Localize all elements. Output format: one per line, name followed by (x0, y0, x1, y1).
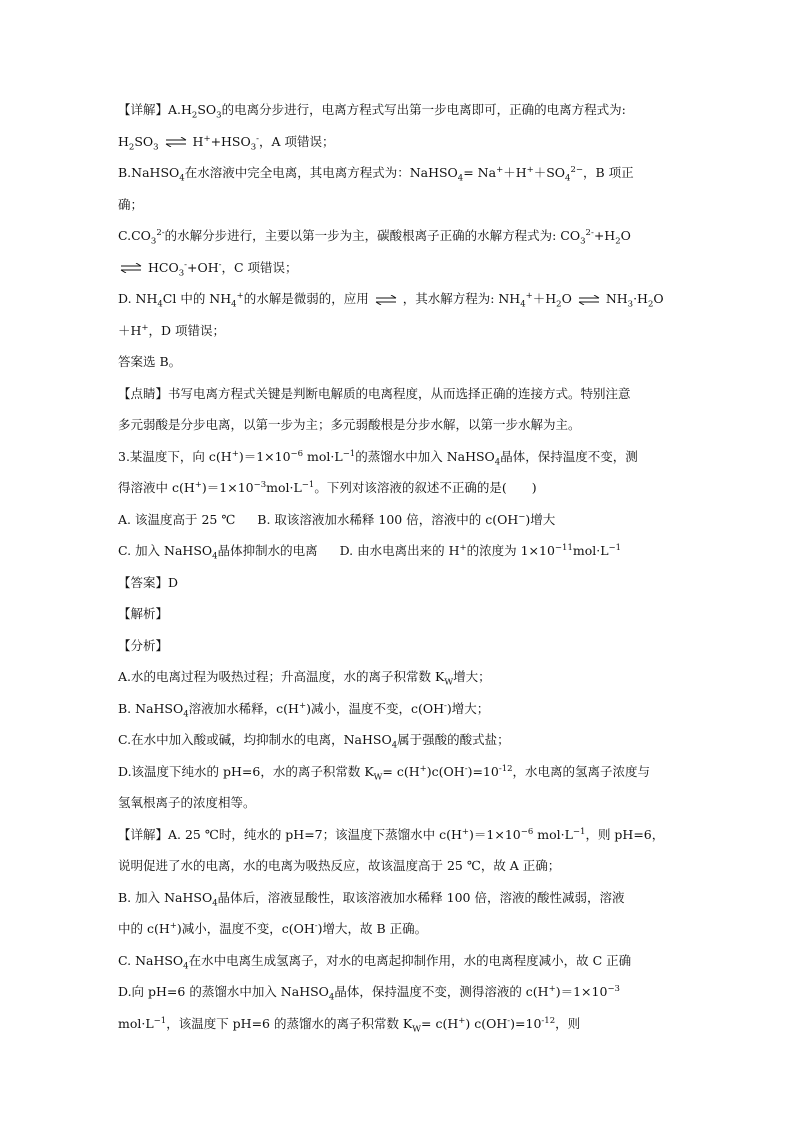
text-line (118, 415, 678, 447)
text-run: ) c(OH (465, 1015, 508, 1031)
text-run: 。下列对该溶液的叙述不正确的是( ) (314, 480, 537, 495)
text-run: 3 (150, 236, 157, 247)
text-run: D. 由水电离出来的 H (339, 543, 460, 558)
text-run: 【分析】 (118, 637, 169, 653)
text-run: - (443, 700, 447, 711)
text-run: - (314, 920, 318, 931)
text-run: + (419, 763, 427, 774)
text-run: −3 (253, 479, 267, 490)
text-run: Cl 中的 NH (162, 291, 232, 306)
text-run: 3 (216, 110, 222, 121)
text-run: -12 (498, 763, 513, 774)
text-line (118, 667, 678, 699)
text-run: 的电离分步进行，电离方程式写出第一步电离即可，正确的电离方程式为: (221, 102, 626, 117)
text-run: 的浓度为 1×10 (466, 543, 555, 558)
text-run: + (525, 290, 533, 301)
text-run: 【解析】 (118, 606, 169, 621)
fenxi-heading (118, 636, 678, 668)
text-line (118, 699, 678, 731)
text-line (118, 825, 678, 857)
text-run: ，其水解方程为: NH (402, 291, 521, 306)
text-run: D. NH (118, 291, 158, 306)
text-run: H (192, 133, 204, 149)
text-run: ＋SO (533, 165, 566, 180)
text-run: NH (605, 291, 628, 306)
text-line (118, 730, 678, 762)
text-run: ＋H (118, 322, 142, 338)
text-run: 确； (118, 196, 144, 212)
text-line (118, 982, 678, 1014)
text-run: −6 (520, 826, 534, 837)
text-run: + (231, 448, 239, 459)
text-run: 4 (328, 992, 335, 1003)
text-run: - (464, 763, 468, 774)
text-run: 得溶液中 c(H (118, 480, 195, 495)
text-run: 晶体抑制水的电离 (217, 543, 318, 558)
text-run: 晶体后，溶液显酸性，取该溶液加水稀释 100 倍，溶液的酸性减弱，溶液 (217, 889, 625, 905)
text-run: ，D 项错误； (148, 322, 226, 338)
text-run: B. NaHSO (118, 700, 184, 716)
text-run: − (518, 511, 526, 522)
text-run: 2 (556, 299, 562, 310)
text-run: 答案选 B。 (118, 354, 182, 369)
text-run: - (256, 133, 260, 144)
text-run: - (507, 1015, 511, 1026)
text-run: −1 (342, 448, 356, 459)
text-run: 【点睛】书写电离方程式关键是判断电解质的电离程度，从而选择正确的连接方式。特别注意 (118, 385, 631, 401)
text-run: 4 (183, 961, 189, 971)
text-run: −6 (290, 448, 304, 459)
text-run: + (461, 826, 470, 837)
text-line (118, 856, 678, 888)
text-run: )增大； (446, 700, 490, 716)
text-line (118, 195, 678, 227)
option-d (340, 543, 621, 558)
text-run: + (458, 1015, 466, 1026)
text-run: 2- (156, 227, 165, 238)
text-line (118, 1014, 678, 1046)
text-run: + (526, 164, 534, 175)
text-line (118, 226, 678, 258)
text-run: C.CO (118, 228, 151, 243)
text-run: )增大，故 B 正确。 (317, 921, 428, 936)
text-run: 晶体，保持温度不变，测得溶液的 c(H (334, 984, 549, 999)
text-run: O (653, 291, 664, 306)
text-line (118, 793, 678, 825)
text-line (118, 888, 678, 920)
text-run: = c(H (382, 763, 420, 779)
option-c (118, 543, 318, 562)
text-line (118, 100, 678, 132)
text-run: ＋H (532, 291, 557, 306)
text-run: )=10 (467, 763, 499, 779)
option-a: A. 该温度高于 25 ℃ (118, 511, 236, 527)
text-run: mol·L (118, 1015, 154, 1031)
text-run: 说明促进了水的电离，水的电离为吸热反应，故该温度高于 25 ℃，故 A 正确； (118, 858, 561, 873)
text-run: ，C 项错误； (221, 259, 298, 275)
text-run: 2 (615, 236, 621, 247)
answer-heading (118, 573, 678, 605)
options-row (118, 510, 678, 542)
text-run: 4 (183, 709, 189, 719)
text-run: A.水的电离过程为吸热过程；升高温度，水的离子积常数 K (118, 669, 445, 684)
text-run: 4 (212, 551, 218, 562)
text-run: ，B 项正 (582, 165, 634, 180)
text-run: )＝1×10 (201, 480, 254, 495)
text-run: ，则 (555, 1015, 581, 1031)
text-run: ，水电离的氢离子浓度与 (512, 763, 651, 779)
text-run: ·H (633, 291, 648, 306)
text-run: W (444, 677, 454, 688)
text-run: 【详解】A.H (118, 102, 192, 117)
text-run: 【详解】A. 25 ℃时，纯水的 pH=7；该温度下蒸馏水中 c(H (118, 826, 462, 842)
text-run: C. NaHSO (118, 952, 184, 968)
question-stem (118, 447, 678, 479)
text-line (118, 132, 678, 164)
text-run: 2 (128, 142, 135, 152)
text-run: 3 (250, 142, 257, 152)
text-run: + (496, 164, 504, 175)
text-run: 【答案】D (118, 574, 179, 590)
text-run: 4 (565, 173, 571, 184)
text-run: + (194, 479, 202, 490)
text-run: −1 (301, 479, 315, 490)
text-run: )＝1×10 (469, 826, 521, 842)
text-run: 4 (457, 173, 464, 184)
text-run: 3 (178, 268, 185, 278)
text-run: ，A 项错误； (259, 133, 335, 149)
document-page (118, 100, 678, 1045)
text-run: +HSO (210, 133, 251, 149)
text-line (118, 919, 678, 951)
text-run: + (459, 542, 467, 553)
text-run: - (218, 259, 222, 270)
text-run: 2 (191, 110, 198, 121)
equilibrium-arrow-icon (578, 295, 600, 305)
text-run: mol·L (303, 448, 343, 464)
text-line (118, 352, 678, 384)
text-run: 属于强酸的酸式盐； (397, 732, 510, 747)
text-run: 多元弱酸是分步电离，以第一步为主；多元弱酸根是分步水解，以第一步水解为主。 (118, 417, 581, 432)
text-run: +H (593, 228, 616, 243)
text-run: H (118, 133, 129, 149)
text-run: )减小，温度不变，c(OH (306, 700, 444, 716)
text-run: W (373, 772, 383, 782)
text-line (118, 258, 678, 290)
text-run: )增大 (525, 511, 556, 527)
text-run: 的蒸馏水中加入 NaHSO (355, 448, 495, 464)
text-run: )=10 (510, 1015, 542, 1031)
text-run: SO (134, 133, 154, 149)
text-run: O (620, 228, 631, 243)
text-run: B. 加入 NaHSO (118, 889, 213, 905)
text-run: 的水解分步进行，主要以第一步为主，碳酸根离子正确的水解方程式为: CO (164, 228, 581, 243)
text-run: + (203, 133, 211, 144)
text-run: 4 (231, 299, 237, 310)
text-run: C.在水中加入酸或碱，均抑制水的电离，NaHSO (118, 732, 392, 747)
text-run: -12 (541, 1015, 556, 1026)
text-run: 在水中电离生成氢离子，对水的电离起抑制作用，水的电离程度减小，故 C 正确 (188, 952, 632, 968)
equilibrium-arrow-icon (165, 137, 187, 147)
text-run: −1 (153, 1015, 167, 1026)
text-run: 增大； (453, 669, 491, 684)
text-run: −1 (608, 542, 622, 553)
text-run: 在水溶液中完全电离，其电离方程式为：NaHSO (184, 165, 458, 180)
text-run: 2- (585, 227, 594, 238)
text-run: D.向 pH=6 的蒸馏水中加入 NaHSO (118, 984, 329, 999)
text-run: 2− (570, 164, 583, 175)
text-run: −11 (554, 542, 573, 553)
text-run: D.该温度下纯水的 pH=6，水的离子积常数 K (118, 763, 374, 779)
text-run: C. 加入 NaHSO (118, 543, 213, 558)
text-run: 3 (627, 299, 634, 310)
text-run: 3 (153, 142, 159, 152)
text-run: = c(H (421, 1015, 459, 1031)
text-run: SO (197, 102, 217, 117)
text-run: 4 (157, 299, 163, 310)
text-line (118, 163, 678, 195)
text-run: 4 (520, 299, 526, 310)
analysis-heading (118, 604, 678, 636)
text-run: + (169, 920, 177, 931)
text-run: + (548, 983, 556, 994)
text-line (118, 951, 678, 983)
text-run: )＝1×10 (238, 448, 291, 464)
equilibrium-arrow-icon (375, 295, 397, 305)
options-row (118, 541, 678, 573)
text-run: mol·L (266, 480, 302, 495)
text-run: 4 (179, 173, 185, 184)
text-run: - (184, 259, 187, 270)
text-run: O (561, 291, 572, 306)
text-run: = Na (463, 165, 497, 180)
text-run: mol·L (533, 826, 573, 842)
text-run: ＋H (503, 165, 527, 180)
text-run: 晶体，保持温度不变，测 (500, 448, 638, 464)
text-run: −1 (572, 826, 586, 837)
text-run: 4 (494, 457, 501, 467)
text-run: )＝1×10 (555, 984, 608, 999)
text-run: 氢氧根离子的浓度相等。 (118, 795, 256, 810)
text-run: 4 (212, 898, 218, 908)
question-stem (118, 478, 678, 510)
text-run: 的水解是微弱的，应用 (243, 291, 369, 306)
text-run: ，该温度下 pH=6 的蒸馏水的离子积常数 K (166, 1015, 413, 1031)
text-run: 3 (580, 236, 586, 247)
equilibrium-arrow-icon (120, 263, 142, 273)
text-run: 4 (391, 740, 398, 751)
text-line (118, 321, 678, 353)
text-line (118, 384, 678, 416)
text-run: HCO (147, 259, 179, 275)
text-run: 中的 c(H (118, 921, 170, 936)
text-line (118, 289, 678, 321)
text-run: 溶液加水稀释，c(H (188, 700, 299, 716)
text-run: +OH (187, 259, 219, 275)
text-run: + (141, 322, 149, 333)
text-run: mol·L (572, 543, 609, 558)
text-run: W (412, 1024, 422, 1034)
text-run: B.NaHSO (118, 165, 180, 180)
text-run: 3.某温度下，向 c(H (118, 448, 232, 464)
text-run: ，则 pH=6， (585, 826, 665, 842)
text-run: + (298, 700, 307, 711)
text-line (118, 762, 678, 794)
text-run: 2 (647, 299, 654, 310)
text-run: B. 取该溶液加水稀释 100 倍，溶液中的 c(OH (257, 511, 519, 527)
text-run: −3 (607, 983, 620, 994)
text-run: )c(OH (426, 763, 465, 779)
text-run: )减小，温度不变，c(OH (176, 921, 315, 936)
text-run: + (236, 290, 244, 301)
option-b (257, 512, 555, 527)
